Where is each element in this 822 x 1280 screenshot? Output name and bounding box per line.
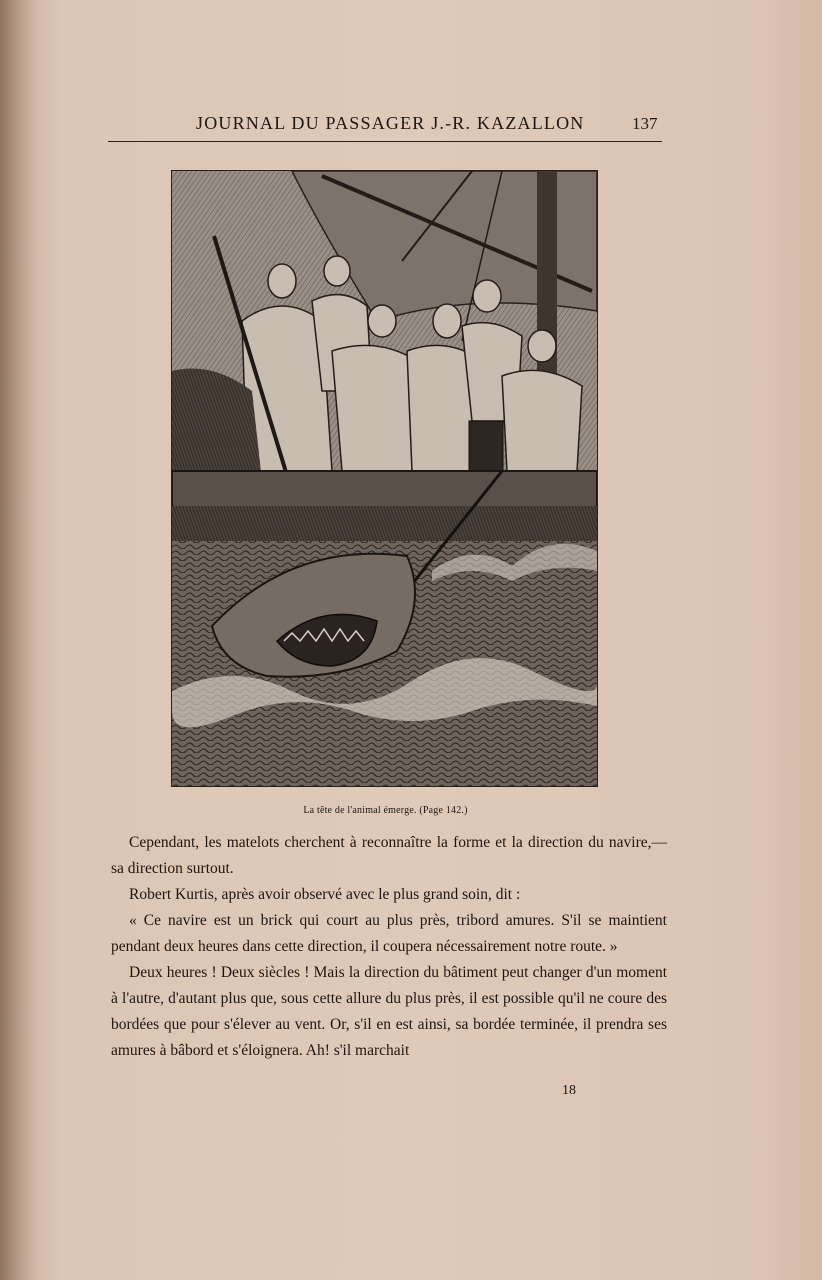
body-text: [111, 830, 667, 1064]
signature-mark: 18: [562, 1083, 576, 1098]
paragraph: Robert Kurtis, après avoir observé avec le plus grand soin, dit :: [129, 886, 521, 903]
illustration-caption: La tête de l'animal émerge. (Page 142.): [303, 805, 468, 816]
paragraph: « Ce navire est un brick qui court au plus près, tribord amures. S'il se maintient pendant deux heures dans cette direction, il coupera nécessairement notre route. »: [111, 912, 667, 955]
paragraph: Deux heures ! Deux siècles ! Mais la direction du bâtiment peut changer d'un moment à l'autre, d'autant plus que, sous cette allure du plus près, il est possible qu'il ne coure des bordées que pour s'élever au vent. Or, s'il en est ainsi, sa bordée terminée, il prendra ses amures à bâbord et s'éloignera. Ah! s'il marchait: [111, 964, 667, 1059]
ship-rail: [172, 471, 597, 511]
engraving-illustration: [171, 170, 598, 787]
header-rule: [108, 141, 662, 142]
running-title: JOURNAL DU PASSAGER J.-R. KAZALLON: [196, 113, 585, 133]
paragraph: Cependant, les matelots cherchent à reconnaître la forme et la direction du navire,— sa direction surtout.: [111, 834, 667, 877]
page-number: 137: [632, 114, 658, 133]
gutter-shadow: [0, 0, 38, 1280]
